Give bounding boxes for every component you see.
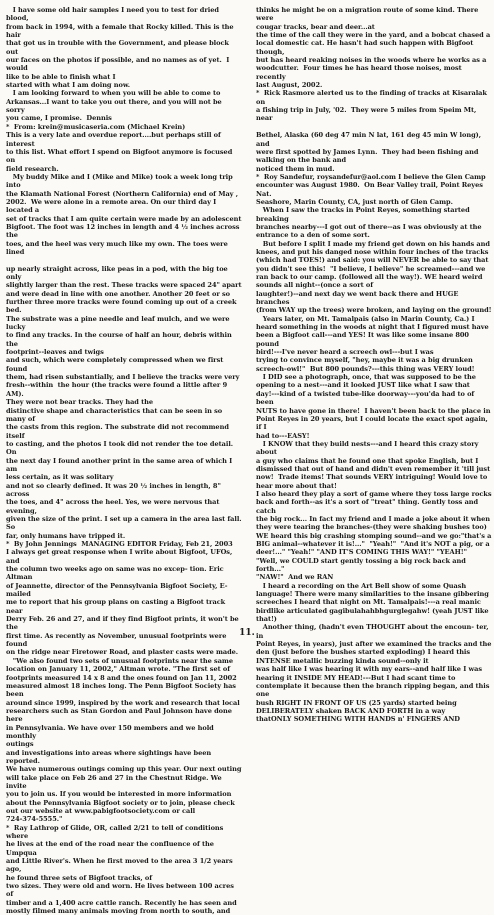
text-line: to find any tracks. In the course of half an hour, debris within the [6, 331, 234, 348]
text-line: timber and a 1,400 acre cattle ranch. Recently he has seen and [6, 898, 237, 907]
text-line: NUTS to have gone in there! I haven't been back to the place in [256, 406, 491, 415]
text-line: Arkansas...I want to take you out there, and you will not be sorry [6, 97, 224, 115]
text-line: Point Reyes, in years), just after we examined the tracks and the [256, 640, 492, 649]
text-line: We have numerous outings coming up this year. Our next outing [6, 765, 242, 774]
text-line: (which had TOES!) and said: you will NEVER be able to say that [256, 256, 489, 265]
text-line: were first spotted by James Lynn. They had been fishing and [256, 147, 479, 156]
text-line: contemplate it because then the branch ripping began, and this one [256, 681, 492, 699]
text-line: Bigfoot. The foot was 12 inches in length and 4 ½ inches across the [6, 222, 242, 240]
text-line: that got us in trouble with the Government, and please block out [6, 39, 232, 56]
text-line: last August, 2002. [256, 81, 323, 90]
text-line: Bethel, Alaska (60 deg 47 min N lat, 161 deg 45 min W long), and [256, 131, 484, 148]
text-line: in Pennsylvania. We have over 150 members and we hold monthly [6, 723, 216, 740]
text-line: our faces on the photos if possible, and no names as of yet. I would [6, 56, 232, 73]
text-line: cougar tracks, bear and deer...at [256, 22, 375, 31]
text-line: 2002. We were alone in a remote area. On our third day I located a [6, 197, 219, 215]
text-line: This is a very late and overdue report....but perhaps still of interest [6, 131, 224, 148]
text-line: field research. [6, 164, 59, 173]
text-line: and not so clearly defined. It was 20 ½ inches in length, 8" across [6, 481, 224, 498]
text-line: toes, and the heel was very much like my own. The toes were lined [6, 239, 231, 256]
text-line: day!---kind of a twisted tube-like doorway---you'da had to of been [256, 389, 477, 407]
text-line: INTENSE metallic buzzing kinda sound--only it [256, 656, 429, 665]
text-line: "Well, we COULD start gently tossing a big rock back and forth..." [256, 556, 469, 574]
text-line: I am looking forward to when you will be able to come to [6, 89, 221, 98]
text-line: had to---EASY! [256, 431, 310, 440]
text-line: the casts from this region. The substrate did not recommend itself [6, 423, 232, 440]
text-line: woodcutter. Four times he has heard those noises, most recently [256, 64, 464, 81]
text-line: "We also found two sets of unusual footprints near the same [6, 656, 234, 665]
text-line: bird!---I've never heard a screech owl---but I was [256, 348, 434, 357]
text-line: you came, I promise. Dennis [6, 114, 112, 123]
text-line: set of tracks that I am quite certain were made by an adolescent [6, 214, 242, 223]
text-line: I also heard they play a sort of game where they toss large rocks [256, 489, 492, 498]
text-line: them, had risen substantially, and I believe the tracks were very [6, 373, 240, 382]
text-line: opening to a nest---and it looked JUST like what I saw that [256, 381, 470, 390]
text-line: on the ridge near Firetower Road, and plaster casts were made. [6, 648, 239, 657]
text-line: BIG animal--whatever it is!..." "Yeah!" "And it's NOT a pig, or a [256, 540, 490, 548]
text-line: screeches I heard that night on Mt. Tamalpais!---a real manic [256, 598, 481, 607]
text-line: you to join us. If you would be interested in more information [6, 790, 232, 799]
text-line: slightly larger than the rest. These tracks were spaced 24" apart [6, 281, 242, 290]
text-line: Another thing, (hadn't even THOUGHT about the encoun- ter, in [256, 623, 491, 640]
text-line: ran back to our camp. (followed all the way!). WE heard weird [256, 273, 483, 281]
text-line: started with what I am doing now. [6, 81, 131, 90]
text-line: I have some old hair samples I need you to test for dried blood, [6, 6, 222, 23]
text-line: I always get great response when I write about Bigfoot, UFOs, and [6, 548, 235, 565]
text-line: and investigations into areas where sightings have been reported. [6, 748, 214, 765]
text-line: the time of the call they were in the yard, and a bobcat chased a [256, 31, 491, 40]
text-line: Point Reyes in 20 years, but I could locate the exact spot again, if I [256, 414, 491, 432]
text-line: like to be able to finish what I [6, 72, 116, 81]
text-line: footprints measured 14 x 8 and the ones found on Jan 11, 2002 [6, 673, 237, 682]
text-line [6, 256, 242, 264]
text-line: the Klamath National Forest (Northern California) end of May , [6, 189, 238, 198]
text-line: deer!..." "Yeah!" "AND IT'S COMING THIS WAY!" "YEAH!" [256, 548, 468, 557]
text-line: further three more tracks were found coming up out of a creek bed. [6, 298, 239, 315]
text-line: the column two weeks ago on same was no excep- tion. Eric Altman [6, 565, 226, 582]
text-line: around since 1999, inspired by the work and research that local [6, 698, 240, 707]
text-line: * From: krein@musicaseria.com (Michael Krein) [6, 122, 186, 131]
text-line: will take place on Feb 26 and 27 in the Chestnut Ridge. We invite [6, 773, 224, 790]
text-line: and such, which were completely compressed when we first found [6, 356, 226, 373]
text-line: encounter was August 1980. On Bear Valley trail, Point Reyes Nat. [256, 181, 486, 198]
text-line: the next day I found another print in the same area of which I am [6, 456, 235, 473]
text-line: knees, and put his danged nose within four inches of the tracks [256, 247, 489, 256]
text-line: back and forth--as it's a sort of "treat" thing. Gently toss and catch [256, 498, 481, 515]
text-line: measured almost 18 inches long. The Penn Bigfoot Society has been [6, 681, 239, 699]
text-line: been a Bigfoot call---and YES! It was like some insane 800 pound [256, 331, 472, 348]
text-line: dismissed that out of hand and didn't even remember it 'till just [256, 464, 491, 473]
text-line: * Ray Lathrop of Glide, OR, called 2/21 to tell of conditions where [6, 823, 226, 841]
text-line: to casting, and the photos I took did not render the toe detail. On [6, 439, 236, 457]
text-line: now! Trade items! That sounds VERY intriguing! Would love to [256, 473, 488, 482]
text-line: a fishing trip in July, '02. They were 5 miles from Speim Mt, near [256, 106, 479, 123]
text-line: They were not bear tracks. They had the [6, 398, 153, 407]
text-line: footprint--leaves and twigs [6, 348, 104, 357]
text-line: about the Pennsylvania Bigfoot society or to join, please check [6, 798, 235, 807]
text-line: researchers such as Stan Gordon and Paul Johnson have done here [6, 706, 235, 724]
text-line: trying to convince myself, "hey, maybe it was a big drunken [256, 356, 473, 365]
text-line: location on January 11, 2002," Altman wrote. "The first set of [6, 665, 230, 674]
text-line: the toes, and 4" across the heel. Yes, we were nervous that evening, [6, 498, 222, 515]
text-line: but has heard reaking noises in the woods where he works as a [256, 56, 487, 65]
text-line: mostly filmed many animals moving from north to south, and [6, 907, 231, 915]
text-line: out our website at www.pabigfootsociety.com or call [6, 807, 196, 815]
text-line: distinctive shape and characteristics that can be seen in so many of [6, 406, 225, 423]
text-line: was half like I was hearing it with my ears--and half like I was [256, 665, 482, 674]
text-line: given the size of the print. I set up a camera in the area last fall. So [6, 514, 244, 532]
text-line: from back in 1994, with a female that Rocky killed. This is the hair [6, 22, 236, 40]
text-line: birdlike articulated gagibulahahbhgurglegahw! (yeah JUST like [256, 606, 489, 615]
text-line: first time. As recently as November, unusual footprints were found [6, 631, 229, 649]
text-line: (from WAY up the trees) were broken, and laying on the ground! [256, 306, 492, 315]
text-line: hear more about that! [256, 481, 337, 490]
text-line: to this list. What effort I spend on Bigfoot anymore is focused on [6, 147, 235, 165]
text-line: entrance to a den of some sort. [256, 231, 370, 240]
text-line: outings [6, 740, 34, 749]
text-line: thinks he might be on a migration route of some kind. There were [256, 6, 481, 23]
text-line: WE heard this big crashing stomping sound--and we go:"that's a [256, 531, 492, 540]
right-column [256, 6, 492, 724]
text-line: noticed them in mud. [256, 164, 335, 173]
text-line: Derry Feb. 26 and 27, and if they find Bigfoot prints, it won't be the [6, 615, 241, 632]
text-line: When I saw the tracks in Point Reyes, something started breaking [256, 206, 472, 223]
left-column [6, 6, 244, 915]
text-line: walking on the bank and [256, 156, 347, 165]
text-line: laughter!)--and next day we went back there and HUGE branches [256, 289, 461, 307]
text-line: den (just before the bushes started exploding) I heard this [256, 648, 471, 657]
text-line: local domestic cat. He hasn't had such happen with Bigfoot though, [256, 39, 476, 56]
text-line: * Roy Sandefur, roysandefur@aol.com I believe the Glen Camp [256, 172, 486, 181]
text-line: "NAW!" And we RAN [256, 573, 334, 582]
text-line: he lives at the end of the road near the confluence of the Umpqua [6, 840, 217, 857]
text-line: 724-374-5555." [6, 815, 63, 824]
text-line [256, 123, 492, 131]
text-line: branches nearby---I got out of there--as I was obviously at the [256, 222, 482, 231]
text-line: thatONLY SOMETHING WITH HANDS n' FINGERS AND [256, 715, 460, 724]
text-line: sounds all night--(once a sort of [256, 281, 374, 290]
page-number: 11. [239, 628, 255, 638]
text-line: less certain, as it was solitary [6, 473, 114, 482]
text-line: language! There were many similarities to the insane gibbering [256, 590, 489, 599]
text-line: hearing it INSIDE MY HEAD!---But I had scant time to [256, 673, 456, 682]
text-line: Years later, on Mt. Tamalpais (also in Marin County, Ca.) I [256, 314, 475, 323]
text-line: DELIBERATELY shaken BACK AND FORTH in a way [256, 706, 446, 715]
text-line: I DID see a photograph, once, that was supposed to be the [256, 373, 476, 382]
text-line: My buddy Mike and I (Mike and Mike) took a week long trip into [6, 172, 235, 190]
text-line: and were dead in line with one another. Another 20 feet or so [6, 289, 231, 298]
text-line: fresh--within the hour (the tracks were found a little after 9 AM). [6, 381, 230, 398]
text-line: and Little River's. When he first moved to the area 3 1/2 years ago, [6, 857, 235, 874]
text-line: The substrate was a pine needle and leaf mulch, and we were lucky [6, 314, 232, 332]
text-line: he found three sets of Bigfoot tracks, of [6, 873, 153, 882]
text-line: But before I split I made my friend get down on his hands and [256, 239, 490, 248]
text-line: they were tearing the branches-(they were shaking bushes too) [256, 523, 487, 532]
text-line: the big rock... In fact my friend and I made a joke about it when [256, 514, 491, 523]
text-line: you didn't see this! "I believe, I believe" he screamed---and we [256, 264, 486, 273]
text-line: two sizes. They were old and worn. He lives between 100 acres of [6, 882, 237, 899]
text-line: that!) [256, 615, 277, 624]
text-line: Seashore, Marin County, CA, just north of Glen Camp. [256, 197, 453, 206]
text-line: bush RIGHT IN FRONT OF US (25 yards) started being [256, 698, 457, 707]
text-line: up nearly straight across, like peas in a pod, with the big toe only [6, 264, 230, 281]
text-line: of Jeannette, director of the Pennsylvania Bigfoot Society, E-mailed [6, 581, 228, 599]
text-line: * Rick Rasmore alerted us to the finding of tracks at Kisaralak on [256, 89, 490, 106]
text-line: I heard a recording on the Art Bell show of some Quash [256, 581, 467, 590]
text-line: heard something in the woods at night that I figured must have [256, 323, 489, 332]
text-line: far, only humans have tripped it. [6, 531, 126, 540]
text-line: a guy who claims that he found one that spoke English, but I [256, 456, 479, 465]
text-line: me to report that his group plans on casting a Bigfoot track near [6, 598, 228, 615]
text-line: screech-owl!" But 800 pounds?---this thing was VERY loud! [256, 364, 475, 373]
text-line: I KNOW that they build nests---and I heard this crazy story about [256, 439, 481, 457]
text-line: * By John Jennings MANAGING EDITOR Friday, Feb 21, 2003 [6, 540, 233, 548]
